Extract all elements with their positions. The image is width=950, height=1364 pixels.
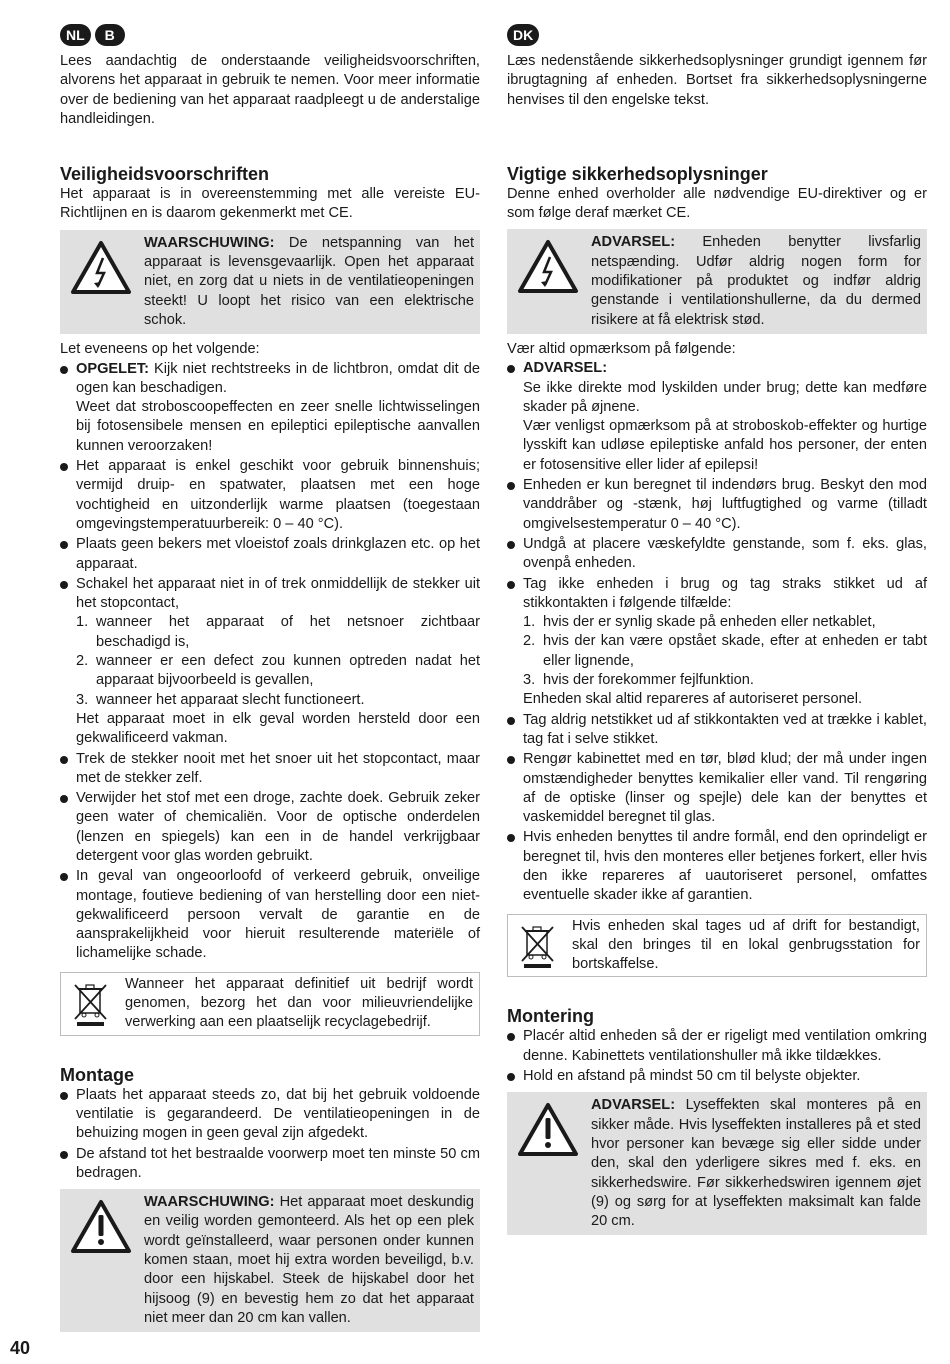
list-item-after: Enheden skal altid repareres af autoriseret personel. [523, 691, 863, 708]
ce-mark: CE. [665, 205, 691, 222]
item-text: wanneer het apparaat of het netsnoer zichtbaar beschadigd is, [96, 614, 480, 650]
electric-warning-box [507, 229, 927, 333]
list-item-text: Schakel het apparaat niet in of trek onmiddellijk de stekker uit het stopcontact, [76, 575, 480, 612]
page-number: 40 [10, 1338, 31, 1358]
list-item: Rengør kabinettet med en tør, blød klud; der må under ingen omstændigheder benyttes kemikalier eller vand. Til rengøring af de optiske (linser og spejle) dele kan der benyttes et vaskemiddel beregnet til glas. [507, 750, 927, 827]
numbered-item [523, 671, 927, 690]
electric-hazard-icon [70, 240, 132, 295]
list-item: De afstand tot het bestraalde voorwerp moet ten minste 50 cm bedragen. [60, 1145, 480, 1184]
item-number: 2. [76, 653, 89, 670]
warning-icon [70, 1199, 132, 1254]
item-text: wanneer er een defect zou kunnen optreden nadat het apparaat bijvoorbeeld is gevallen, [96, 653, 480, 689]
warning-body: Lyseffekten skal monteres på en sikker måde. Hvis lyseffekten installeres på et sted hvor personer kan bevæge sig eller sidde under den, skal den yderligere sikres med f. eks. en sikkerhedswire. Før sikkerhedswiren igennem øjet (9) og sørg for at lyseffekten maksimalt kan falde 20 cm. [591, 1097, 921, 1230]
warning-icon [517, 1102, 579, 1157]
safety-list [60, 360, 480, 964]
ce-statement [507, 185, 927, 224]
list-item: Verwijder het stof met een droge, zachte doek. Gebruik zeker geen water of chemicaliën. Voor de optische onderdelen (lenzen en spiegels) kan een in de handel verkrijgbaar detergent voor glas worden gebruikt. [60, 789, 480, 866]
recycling-box [507, 914, 927, 978]
recycling-text: Hvis enheden skal tages ud af drift for bestandigt, skal den bringes til en lokal genbrugsstation for bortskaffelse. [572, 917, 920, 973]
language-badges [60, 24, 480, 48]
list-item: Plaats het apparaat steeds zo, dat bij het gebruik voldoende ventilatie is gegarandeerd. De ventilatieopeningen in de behuizing mogen in geen geval zijn afgedekt. [60, 1086, 480, 1144]
item-number: 1. [523, 614, 536, 631]
list-item [507, 575, 927, 710]
list-item: Hold en afstand på mindst 50 cm til belyste objekter. [507, 1067, 927, 1086]
warning-label: WAARSCHUWING: [144, 1194, 275, 1211]
numbered-item [76, 652, 480, 691]
intro-text: Læs nedenstående sikkerhedsoplysninger grundigt igennem før ibrugtagning af enheden. Bortset fra sikkerhedsoplysningerne henvises til den engelske tekst. [507, 53, 927, 108]
language-badge-nl: NL [60, 24, 91, 46]
list-item [60, 575, 480, 749]
item-text: wanneer het apparaat slecht functioneert. [96, 691, 365, 708]
caution-label: OPGELET: [76, 360, 149, 377]
numbered-item [76, 691, 480, 710]
list-item-text: Tag ikke enheden i brug og tag straks stikket ud af stikkontakten i følgende tilfælde: [523, 575, 927, 611]
item-number: 1. [76, 614, 89, 631]
intro-text: Lees aandachtig de onderstaande veiligheidsvoorschriften, alvorens het apparaat in gebruik te nemen. Voor meer informatie over de bediening van het apparaat raadpleegt u de anderstalige handleidingen. [60, 53, 480, 127]
ce-text: Denne enhed overholder alle nødvendige EU-direktiver og er som følge deraf mærket [507, 185, 927, 222]
numbered-list [76, 613, 480, 709]
mounting-warning-box [60, 1189, 480, 1332]
item-text: hvis der forekommer fejlfunktion. [543, 672, 754, 689]
warning-text [591, 233, 921, 329]
list-item: Trek de stekker nooit met het snoer uit het stopcontact, maar met de stekker zelf. [60, 750, 480, 789]
numbered-list [523, 613, 927, 690]
caution-text: Kijk niet rechtstreeks in de lichtbron, omdat dit de ogen kan beschadigen. [76, 360, 480, 396]
warning-body: De netspanning van het apparaat is levensgevaarlijk. Open het apparaat niet, en zorg dat u niets in de ventilatieopeningen steekt! U loopt het risico van een elektrische schok. [144, 234, 474, 328]
warning-label: ADVARSEL: [591, 1097, 676, 1114]
list-item: Placér altid enheden så der er rigeligt med ventilation omkring denne. Kabinettets ventilationshuller må ikke tildækkes. [507, 1027, 927, 1066]
mounting-list [507, 1027, 927, 1086]
safety-heading: Veiligheidsvoorschriften [60, 164, 270, 185]
list-item-after: Het apparaat moet in elk geval worden hersteld door een gekwalificeerd vakman. [76, 710, 480, 747]
mounting-list [60, 1086, 480, 1183]
ce-statement [60, 185, 480, 224]
language-badge-dk: DK [507, 24, 539, 46]
electric-hazard-icon [517, 239, 579, 294]
list-item: Undgå at placere væskefyldte genstande, som f. eks. glas, ovenpå enheden. [507, 535, 927, 574]
caution-text: Se ikke direkte mod lyskilden under brug; dette kan medføre skader på øjnene. [523, 379, 927, 415]
list-item: In geval van ongeoorloofd of verkeerd gebruik, onveilige montage, foutieve bediening of van herstelling door een niet-gekwalificeerd persoon vervalt de garantie en de aansprakelijkheid voor hieruit resulterende materiële of lichamelijke schade. [60, 867, 480, 963]
warning-text [144, 234, 474, 330]
list-item: Plaats geen bekers met vloeistof zoals drinkglazen etc. op het apparaat. [60, 535, 480, 574]
caution-label: ADVARSEL: [523, 360, 608, 377]
safety-list [507, 359, 927, 905]
warning-label: ADVARSEL: [591, 234, 676, 251]
mounting-heading: Montering [507, 1006, 594, 1027]
item-number: 3. [76, 691, 89, 708]
mounting-heading: Montage [60, 1064, 134, 1085]
ce-text: Het apparaat is in overeenstemming met alle vereiste EU-Richtlijnen en is daarom gekenmerkt met [60, 186, 480, 222]
column-dk [507, 24, 927, 1241]
warning-body: Enheden benytter livsfarlig netspænding. Udfør aldrig nogen form for modifikationer på produktet og indfør aldrig genstande i ventilationshullerne, da du dermed risikere at få elektrisk stød. [591, 234, 921, 328]
caution-text-2: Weet dat stroboscoopeffecten en zeer snelle lichtwisselingen bij fotosensibele mensen en epileptici epileptische aanvallen kunnen veroorzaken! [76, 399, 480, 454]
numbered-item [76, 613, 480, 652]
ce-mark: CE. [328, 205, 353, 222]
item-text: hvis der kan være opstået skade, efter at enheden er tabt eller lignende, [543, 633, 927, 669]
warning-body: Het apparaat moet deskundig en veilig worden gemonteerd. Als het op een plek wordt geïnstalleerd, waar personen onder kunnen komen staan, moet hij extra worden beveiligd, b.v. door een hijskabel. Steek de hijskabel door het hijsoog (9) en bevestig hem zo dat het apparaat niet meer dan 20 cm kan vallen. [144, 1194, 474, 1326]
lead-text: Let eveneens op het volgende: [60, 341, 260, 358]
language-badge-b: B [95, 24, 125, 46]
recycling-text: Wanneer het apparaat definitief uit bedrijf wordt genomen, bezorg het dan voor milieuvriendelijke verwerking aan een plaatselijk recyclagebedrijf. [125, 975, 473, 1031]
recycling-box [60, 972, 480, 1036]
item-text: hvis der er synlig skade på enheden eller netkablet, [543, 614, 876, 631]
list-item: Hvis enheden benyttes til andre formål, end den oprindeligt er beregnet til, hvis den monteres eller betjenes forkert, eller hvis den ikke repareres af uautoriseret personel, omfattes eventuelle skader ikke af garantien. [507, 828, 927, 905]
item-number: 3. [523, 672, 536, 689]
safety-heading: Vigtige sikkerhedsoplysninger [507, 163, 768, 184]
mounting-warning-box [507, 1092, 927, 1235]
numbered-item [523, 613, 927, 632]
language-badges [507, 24, 927, 48]
warning-label: WAARSCHUWING: [144, 234, 275, 251]
list-item: Tag aldrig netstikket ud af stikkontakten ved at trække i kablet, tag fat i selve stikket. [507, 711, 927, 750]
warning-text [144, 1193, 474, 1328]
warning-text [591, 1096, 921, 1231]
list-item [60, 360, 480, 456]
weee-bin-icon [518, 921, 558, 969]
item-number: 2. [523, 633, 536, 650]
weee-bin-icon [71, 979, 111, 1027]
list-item [507, 359, 927, 475]
caution-text-2: Vær venligst opmærksom på at stroboskob-effekter og hurtige lysskift kan udløse epileptiske anfald hos personer, der enten er fotosensitive eller lider af epilepsi! [523, 418, 927, 473]
list-item: Enheden er kun beregnet til indendørs brug. Beskyt den mod vanddråber og -stænk, høj luftfugtighed og varme (tilladt omgivelsestemperatur 0 – 40 °C). [507, 476, 927, 534]
list-item: Het apparaat is enkel geschikt voor gebruik binnenshuis; vermijd druip- en spatwater, plaatsen met een hoge vochtigheid en uitzonderlijk warme plaatsen (toegestaan omgevingstemperatuurbereik: 0 – 40 °C). [60, 457, 480, 534]
lead-text: Vær altid opmærksom på følgende: [507, 340, 736, 357]
column-nl [60, 24, 480, 1338]
numbered-item [523, 632, 927, 671]
electric-warning-box [60, 230, 480, 334]
